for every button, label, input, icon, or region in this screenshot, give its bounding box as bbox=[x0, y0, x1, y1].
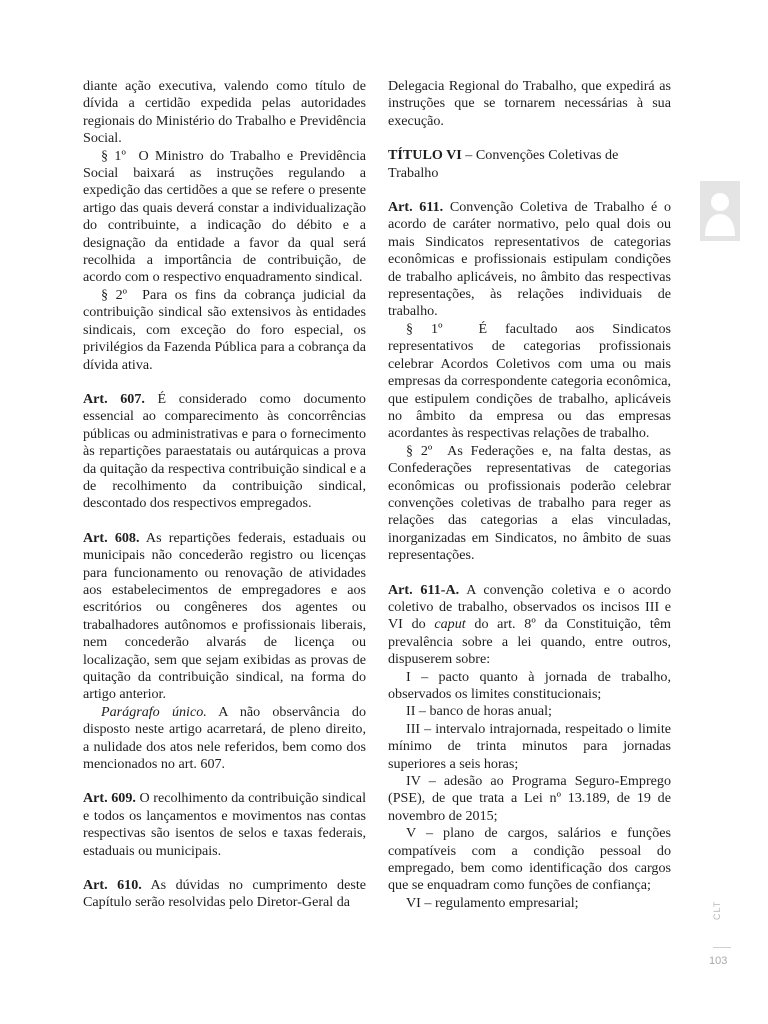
side-label: CLT bbox=[712, 900, 722, 920]
section-mark: § 2º bbox=[406, 442, 433, 459]
margin-divider bbox=[713, 947, 731, 948]
section-text: As Federações e, na falta destas, as Confederações representativas de categorias econômicas ou profissionais poderão celebrar convenções coletivas de trabalho para reger as relações das categorias a elas vinculadas, inorganizadas em Sindicatos, no âmbito de suas representações. bbox=[388, 442, 671, 564]
section-text: O Ministro do Trabalho e Previdência Social baixará as instruções regulando a expedição das certidões a que se refere o presente artigo das quais deverá constar a individualização do contribuinte, a indicação do débito e a designação da entidade a favor da qual será recolhida a importância de contribuição, de acordo com o respectivo enquadramento sindical. bbox=[83, 147, 367, 286]
list-item: V – plano de cargos, salários e funções compatíveis com a condição pessoal do empregado, bem como identificação dos cargos que se enquadram como funções de confiança; bbox=[388, 825, 671, 894]
title-number: TÍTULO VI bbox=[388, 147, 462, 164]
section-mark: § 1º bbox=[406, 320, 443, 337]
page-number: 103 bbox=[709, 955, 728, 967]
paragraph-section-2 bbox=[388, 443, 671, 565]
person-silhouette-icon bbox=[700, 181, 740, 241]
article-heading: Art. 611-A. bbox=[388, 581, 460, 598]
article-607 bbox=[83, 391, 366, 513]
list-item: VI – regulamento empresarial; bbox=[406, 894, 579, 911]
article-text: As dúvidas no cumprimento deste Capítulo serão resolvidas pelo Diretor-Geral da bbox=[83, 877, 366, 911]
article-610 bbox=[83, 877, 366, 912]
paragraph-section-1 bbox=[388, 321, 671, 443]
article-heading: Art. 608. bbox=[83, 529, 140, 546]
article-heading: Art. 611. bbox=[388, 199, 444, 216]
left-column bbox=[83, 78, 366, 912]
section-text: Para os fins da cobrança judicial da contribuição sindical são extensivos às entidades sindicais, com exceção do foro especial, os privilégios da Fazenda Pública para a cobrança da dívida ativa. bbox=[83, 286, 366, 373]
section-mark: § 2º bbox=[101, 286, 128, 303]
article-heading: Art. 610. bbox=[83, 877, 142, 894]
article-611-a bbox=[388, 582, 671, 669]
article-608-paragraph bbox=[83, 704, 366, 774]
article-heading: Art. 609. bbox=[83, 790, 136, 807]
paragraph-section-1 bbox=[83, 148, 366, 287]
caput-term: caput bbox=[434, 616, 466, 633]
article-text: O recolhimento da contribuição sindical e todos os lançamentos e movimentos nas contas respectivas são isentos de selos e taxas federais, estaduais ou municipais. bbox=[83, 790, 366, 859]
paragraph-section-2 bbox=[83, 287, 366, 374]
paragraph-continuation: Delegacia Regional do Trabalho, que expedirá as instruções que se tornarem necessárias à sua execução. bbox=[388, 78, 671, 129]
article-text: É considerado como documento essencial ao comparecimento às concorrências públicas ou administrativas e para o fornecimento às repartições paraestatais ou autárquicas a prova da quitação da respectiva contribuição sindical e a de recolhimento da contribuição sindical, descontado dos respectivos empregados. bbox=[83, 390, 366, 512]
right-column bbox=[388, 78, 671, 912]
paragraph-continuation: diante ação executiva, valendo como título de dívida a certidão expedida pelas autoridades regionais do Ministério do Trabalho e Previdência Social. bbox=[83, 78, 366, 147]
article-text: As repartições federais, estaduais ou municipais não concederão registro ou licenças para funcionamento ou renovação de atividades aos estabelecimentos de empregadores e aos escritórios ou congêneres dos agentes ou trabalhadores autônomos e profissionais liberais, nem concederão alvarás de licença ou localização, sem que sejam exibidas as provas de quitação da contribuição sindical, na forma do artigo anterior. bbox=[83, 529, 366, 703]
list-item: III – intervalo intrajornada, respeitado o limite mínimo de trinta minutos para jornadas superiores a seis horas; bbox=[388, 720, 671, 772]
article-text: Convenção Coletiva de Trabalho é o acordo de caráter normativo, pelo qual dois ou mais Sindicatos representativos de categorias econômicas e profissionais estipulam condições de trabalho aplicáveis, no âmbito das respectivas representações, às relações individuais de trabalho. bbox=[388, 199, 672, 320]
paragraph-heading: Parágrafo único. bbox=[101, 703, 207, 720]
list-item: IV – adesão ao Programa Seguro-Emprego (PSE), de que trata a Lei nº 13.189, de 19 de novembro de 2015; bbox=[388, 773, 671, 824]
article-heading: Art. 607. bbox=[83, 390, 145, 407]
list-item: II – banco de horas anual; bbox=[406, 703, 552, 720]
title-name: – Convenções Coletivas de Trabalho bbox=[388, 147, 619, 181]
section-mark: § 1º bbox=[101, 147, 126, 164]
article-text: do art. 8º da Constituição, têm prevalência sobre a lei quando, entre outros, dispuserem sobre: bbox=[388, 616, 671, 668]
article-608 bbox=[83, 530, 366, 704]
title-heading bbox=[388, 147, 671, 182]
list-item: I – pacto quanto à jornada de trabalho, observados os limites constitucionais; bbox=[388, 668, 671, 702]
article-text: A convenção coletiva e o acordo coletivo de trabalho, observados os incisos III e VI do bbox=[388, 581, 671, 633]
paragraph-text: A não observância do disposto neste artigo acarretará, de pleno direito, a nulidade dos atos nele referidos, bem como dos mencionados no art. 607. bbox=[83, 703, 366, 773]
article-611 bbox=[388, 199, 671, 321]
section-text: É facultado aos Sindicatos representativos de categorias profissionais celebrar Acordos Coletivos com uma ou mais empresas da correspondente categoria econômica, que estipulem condições de trabalho, aplicáveis no âmbito da empresa ou das empresas acordantes às respectivas relações de trabalho. bbox=[388, 320, 672, 442]
article-609 bbox=[83, 790, 366, 860]
